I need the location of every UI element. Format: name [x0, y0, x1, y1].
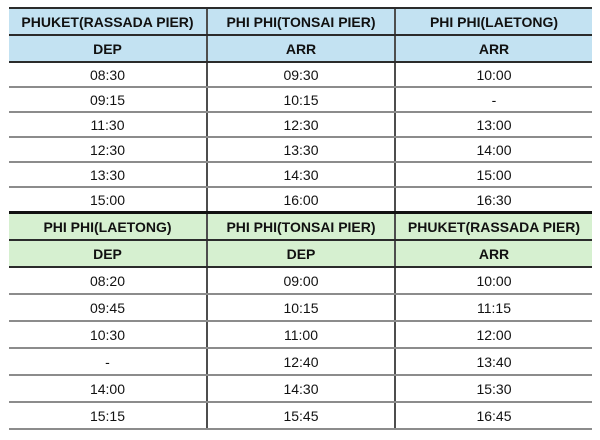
direction-cell: ARR: [395, 240, 592, 267]
time-cell: -: [9, 348, 207, 375]
direction-cell: DEP: [207, 240, 395, 267]
time-cell: 15:00: [395, 162, 592, 187]
table-row: [9, 375, 592, 402]
table-row: [9, 267, 592, 294]
time-cell: 11:30: [9, 112, 207, 137]
direction-cell: ARR: [395, 35, 592, 62]
time-cell: 08:20: [9, 267, 207, 294]
time-cell: 13:30: [9, 162, 207, 187]
direction-cell: DEP: [9, 35, 207, 62]
time-cell: 10:00: [395, 62, 592, 87]
table-row: [9, 162, 592, 187]
time-cell: 16:00: [207, 187, 395, 213]
time-cell: 16:30: [395, 187, 592, 213]
time-cell: -: [395, 87, 592, 112]
time-cell: 09:30: [207, 62, 395, 87]
table-row: [9, 112, 592, 137]
route-header-cell: PHI PHI(TONSAI PIER): [207, 213, 395, 241]
table-row: [9, 137, 592, 162]
time-cell: 15:15: [9, 402, 207, 429]
table-row: [9, 321, 592, 348]
table-row: [9, 294, 592, 321]
time-cell: 15:30: [395, 375, 592, 402]
time-cell: 12:00: [395, 321, 592, 348]
time-cell: 13:00: [395, 112, 592, 137]
route-header-row: [9, 8, 592, 35]
direction-cell: ARR: [207, 35, 395, 62]
route-header-row: [9, 213, 592, 241]
table-row: [9, 402, 592, 429]
time-cell: 14:00: [395, 137, 592, 162]
time-cell: 16:45: [395, 402, 592, 429]
direction-header-row: [9, 35, 592, 62]
ferry-timetable-table: [9, 7, 592, 430]
time-cell: 09:15: [9, 87, 207, 112]
time-cell: 11:15: [395, 294, 592, 321]
time-cell: 12:40: [207, 348, 395, 375]
time-cell: 13:30: [207, 137, 395, 162]
table-row: [9, 348, 592, 375]
route-header-cell: PHUKET(RASSADA PIER): [395, 213, 592, 241]
time-cell: 09:00: [207, 267, 395, 294]
time-cell: 12:30: [207, 112, 395, 137]
table-row: [9, 187, 592, 213]
route-header-cell: PHI PHI(LAETONG): [395, 8, 592, 35]
direction-header-row: [9, 240, 592, 267]
route-header-cell: PHI PHI(LAETONG): [9, 213, 207, 241]
time-cell: 15:45: [207, 402, 395, 429]
time-cell: 09:45: [9, 294, 207, 321]
time-cell: 14:30: [207, 162, 395, 187]
time-cell: 10:15: [207, 87, 395, 112]
table-row: [9, 87, 592, 112]
time-cell: 14:00: [9, 375, 207, 402]
time-cell: 10:00: [395, 267, 592, 294]
table-row: [9, 62, 592, 87]
route-header-cell: PHUKET(RASSADA PIER): [9, 8, 207, 35]
time-cell: 10:15: [207, 294, 395, 321]
route-header-cell: PHI PHI(TONSAI PIER): [207, 8, 395, 35]
time-cell: 11:00: [207, 321, 395, 348]
time-cell: 15:00: [9, 187, 207, 213]
time-cell: 14:30: [207, 375, 395, 402]
time-cell: 12:30: [9, 137, 207, 162]
time-cell: 08:30: [9, 62, 207, 87]
time-cell: 10:30: [9, 321, 207, 348]
direction-cell: DEP: [9, 240, 207, 267]
time-cell: 13:40: [395, 348, 592, 375]
